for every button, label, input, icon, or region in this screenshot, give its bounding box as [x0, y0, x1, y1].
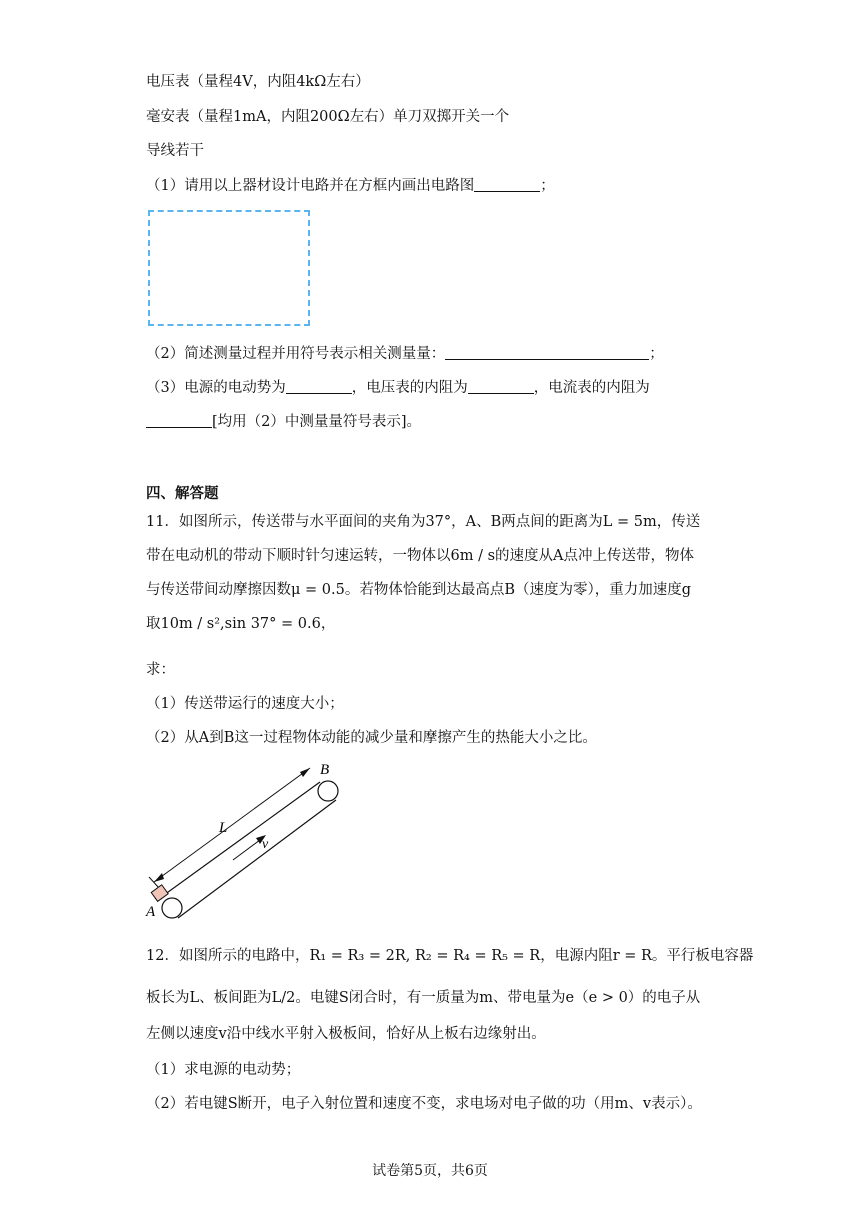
object-block: [151, 885, 168, 902]
q10-part3-text: ，电压表的内阻为: [351, 380, 468, 396]
q11-sub1: （1）传送带运行的速度大小；: [146, 696, 344, 712]
voltmeter-line: 电压表（量程4V，内阻4kΩ左右）: [146, 74, 370, 90]
page-footer: 试卷第5页，共6页: [372, 1163, 488, 1179]
length-arrow-head-lower: [154, 873, 164, 882]
length-arrow-line: [154, 768, 310, 882]
conveyor-belt-figure: [140, 760, 360, 930]
q10-part3: [146, 378, 650, 398]
q12-line2: 板长为L、板间距为L/2。电键S闭合时，有一质量为m、带电量为e（e > 0）的电子从: [146, 990, 701, 1006]
length-arrow-head-upper: [300, 768, 310, 777]
label-a: A: [146, 904, 156, 920]
wires-line: 导线若干: [146, 143, 204, 159]
top-roller: [318, 781, 338, 801]
q11-line4: 取10m / s²,sin 37° = 0.6，: [146, 616, 336, 632]
q12-line1: 12．如图所示的电路中，R₁ = R₃ = 2R, R₂ = R₄ = R₅ = R，电源内阻r = R。平行板电容器: [146, 948, 754, 964]
q12-line3: 左侧以速度v沿中线水平射入极板间，恰好从上板右边缘射出。: [146, 1026, 546, 1042]
q11-line2: 带在电动机的带动下顺时针匀速运转，一物体以6m / s的速度从A点冲上传送带，物体: [146, 548, 694, 564]
q10-part3-text: ，电流表的内阻为: [533, 380, 650, 396]
q11-line1: 11．如图所示，传送带与水平面间的夹角为37°，A、B两点间的距离为L = 5m，传送: [146, 514, 701, 530]
label-v: v: [262, 837, 269, 852]
q10-part2-text: （2）简述测量过程并用符号表示相关测量量：: [146, 346, 446, 362]
q11-line3: 与传送带间动摩擦因数μ = 0.5。若物体恰能到达最高点B（速度为零），重力加速度g: [146, 582, 692, 598]
bottom-roller: [162, 898, 182, 918]
q10-part3-text: （3）电源的电动势为: [146, 380, 286, 396]
section-title: 四、解答题: [146, 485, 219, 502]
belt-bottom-edge: [178, 800, 336, 918]
answer-blank[interactable]: [468, 379, 534, 394]
q10-part3-cont: [146, 412, 421, 432]
q10-part1: [146, 176, 555, 196]
q11-sub2: （2）从A到B这一过程物体动能的减少量和摩擦产生的热能大小之比。: [146, 730, 597, 746]
q12-sub2: （2）若电键S断开，电子入射位置和速度不变，求电场对电子做的功（用m、v表示）。: [146, 1096, 702, 1112]
q10-part3-text: [均用（2）中测量量符号表示]。: [212, 414, 422, 430]
answer-blank[interactable]: [474, 177, 540, 192]
ammeter-line: 毫安表（量程1mA，内阻200Ω左右）单刀双掷开关一个: [146, 109, 510, 125]
q10-part1-text: （1）请用以上器材设计电路并在方框内画出电路图: [146, 178, 475, 194]
punct: ；: [649, 346, 664, 362]
q11-ask: 求：: [146, 662, 175, 678]
belt-top-edge: [164, 782, 320, 895]
answer-blank[interactable]: [146, 413, 212, 428]
answer-blank[interactable]: [286, 379, 352, 394]
label-l: L: [219, 820, 228, 836]
circuit-drawing-box[interactable]: [148, 210, 310, 326]
q10-part2: [146, 344, 664, 364]
punct: ；: [540, 178, 555, 194]
q12-sub1: （1）求电源的电动势；: [146, 1062, 301, 1078]
answer-blank[interactable]: [445, 345, 649, 360]
label-b: B: [320, 762, 330, 778]
